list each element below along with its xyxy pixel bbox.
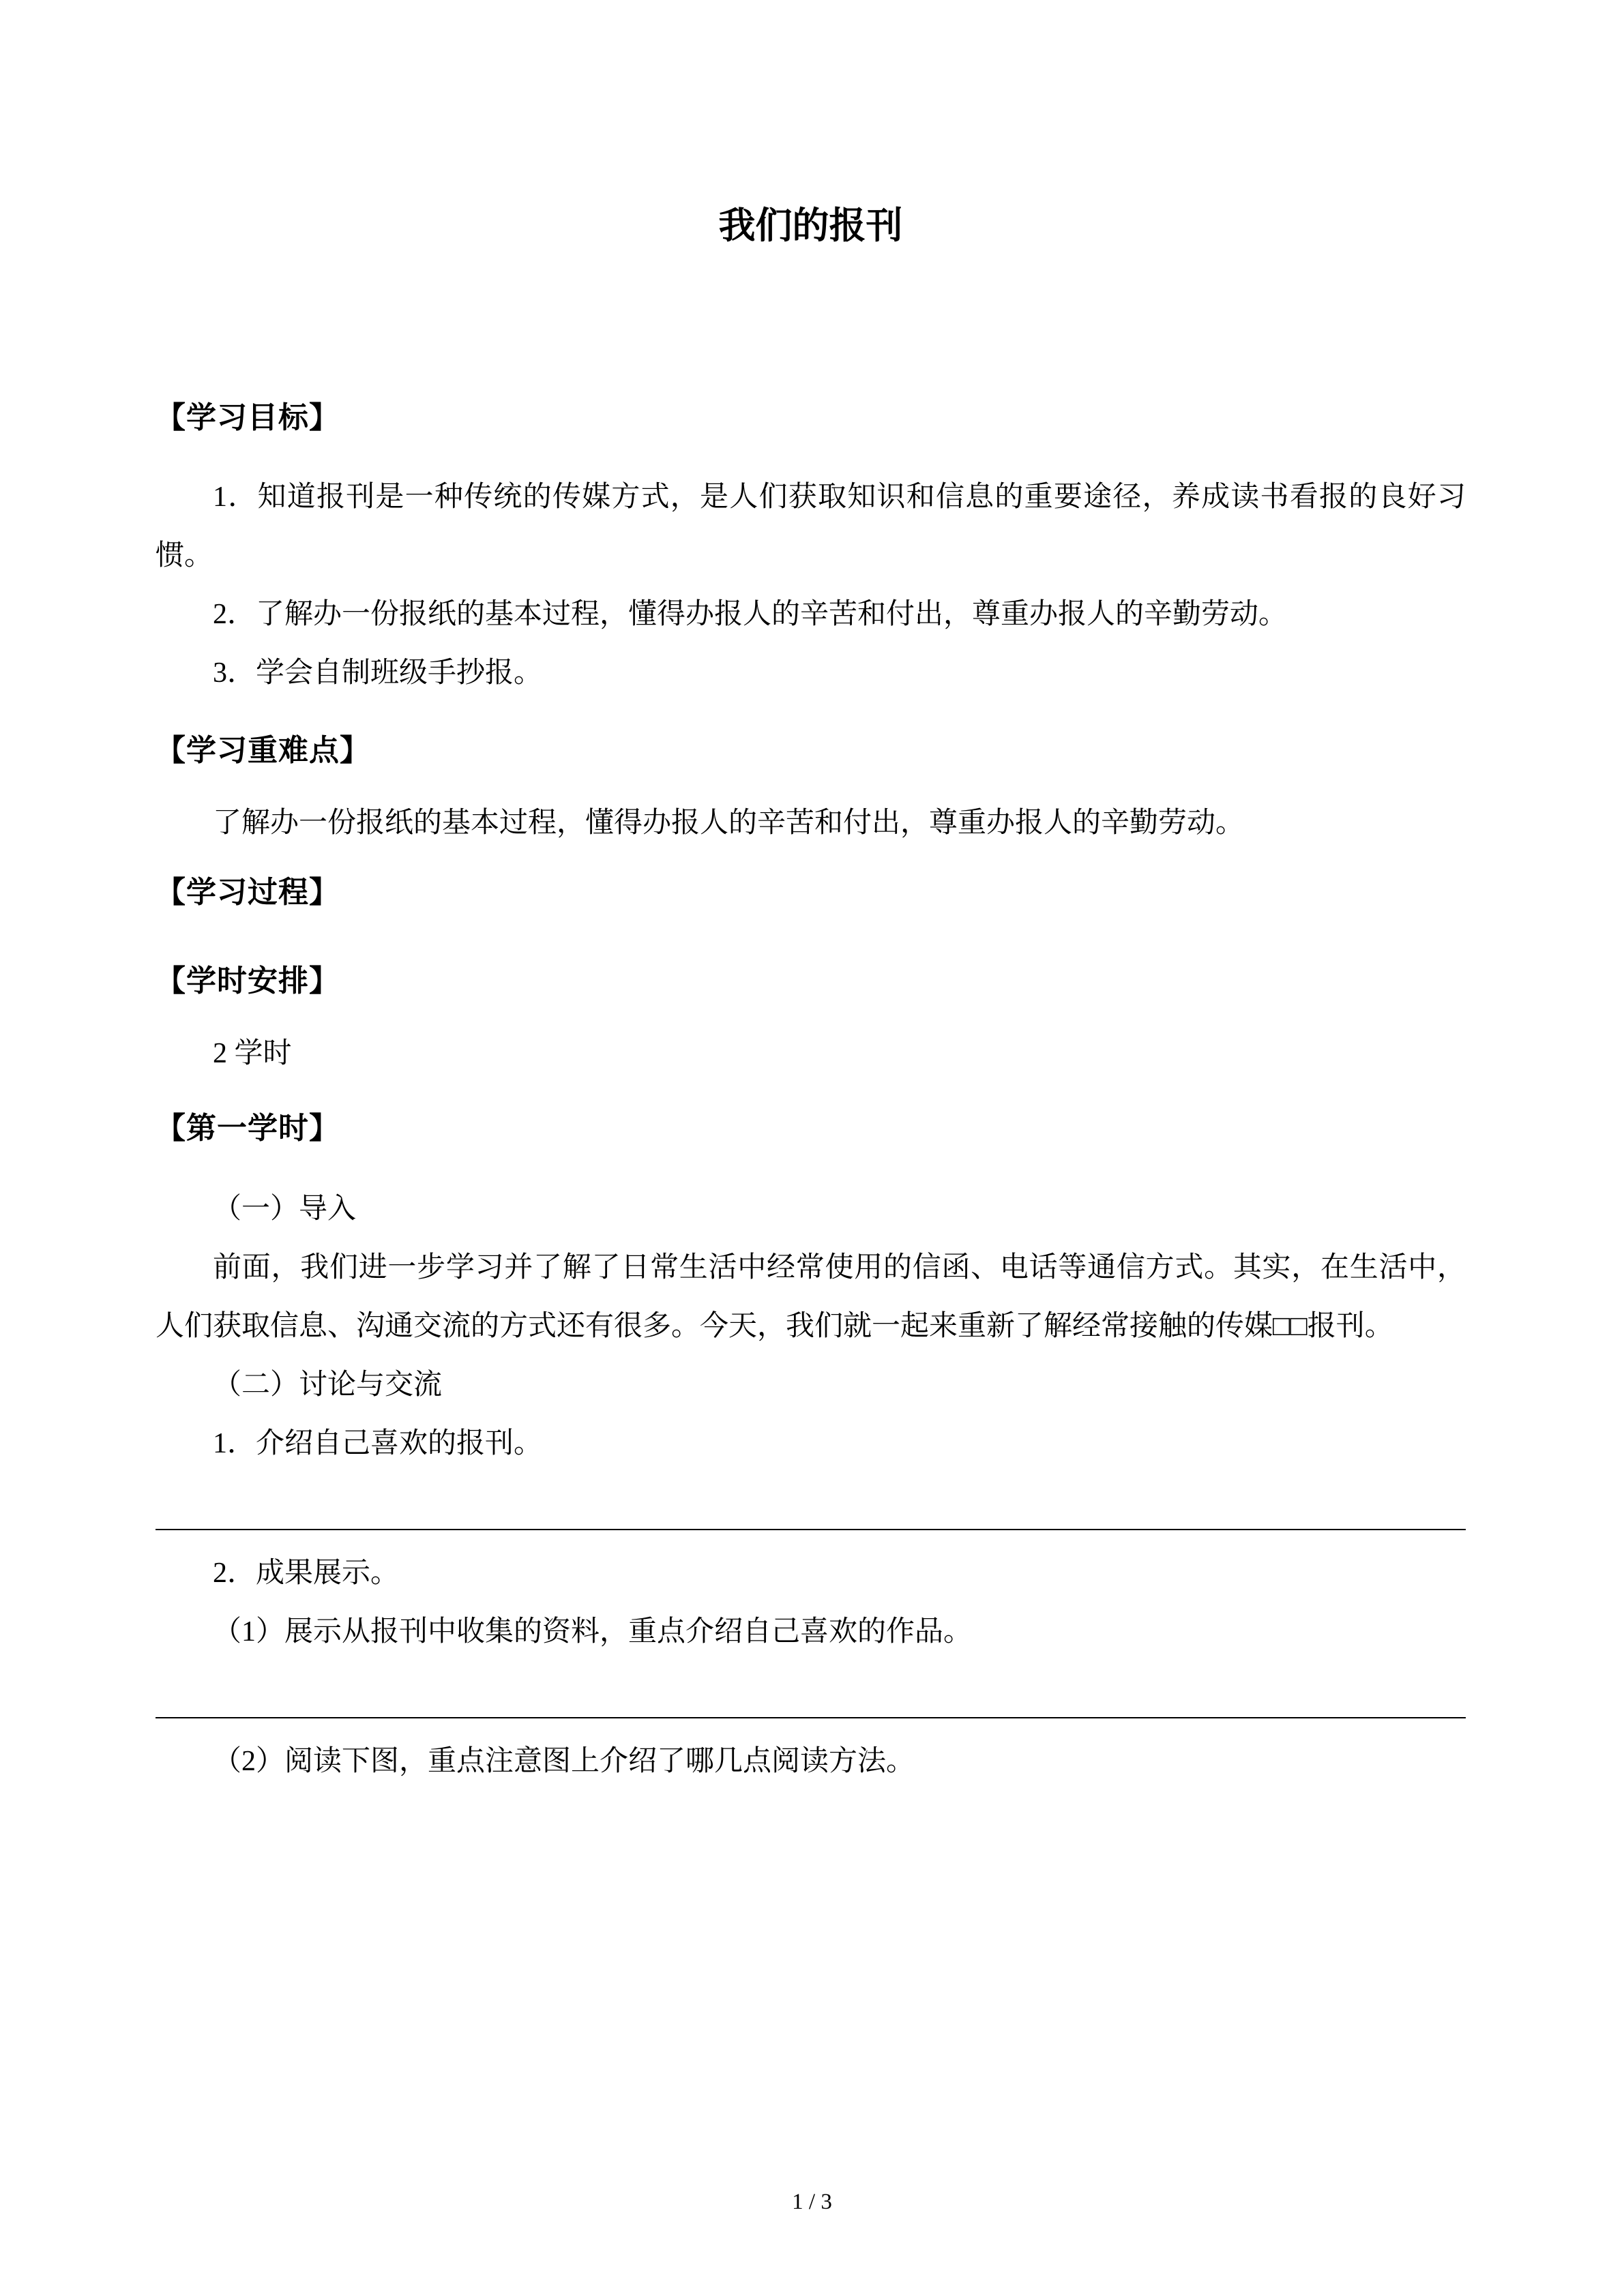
objective-item-1: 1．知道报刊是一种传统的传媒方式，是人们获取知识和信息的重要途径，养成读书看报的良好习惯。 xyxy=(156,481,1466,571)
discussion-item-2-sub-1: （1）展示从报刊中收集的资料，重点介绍自己喜欢的作品。 xyxy=(213,1616,973,1648)
heading-learning-objectives: 【学习目标】 xyxy=(156,401,340,434)
first-lesson-content xyxy=(156,1180,1466,1791)
objective-item-2: 2．了解办一份报纸的基本过程，懂得办报人的辛苦和付出，尊重办报人的辛勤劳动。 xyxy=(213,599,1288,630)
document-title: 我们的报刊 xyxy=(718,205,903,246)
discussion-label: （二）讨论与交流 xyxy=(213,1369,443,1401)
discussion-item-2: 2．成果展示。 xyxy=(213,1557,400,1589)
answer-line-2 xyxy=(156,1717,1466,1718)
answer-line-1 xyxy=(156,1529,1466,1530)
discussion-item-1: 1．介绍自己喜欢的报刊。 xyxy=(213,1428,543,1459)
objective-item-3: 3．学会自制班级手抄报。 xyxy=(213,657,543,689)
heading-learning-process: 【学习过程】 xyxy=(156,876,340,909)
heading-first-lesson: 【第一学时】 xyxy=(156,1112,340,1145)
page-number: 1 / 3 xyxy=(792,2190,832,2214)
schedule-text: 2 学时 xyxy=(213,1038,292,1069)
heading-key-points: 【学习重难点】 xyxy=(156,734,370,767)
intro-label: （一）导入 xyxy=(213,1193,357,1225)
heading-schedule: 【学时安排】 xyxy=(156,964,340,998)
discussion-item-2-sub-2: （2）阅读下图，重点注意图上介绍了哪几点阅读方法。 xyxy=(213,1746,915,1777)
intro-paragraph: 前面，我们进一步学习并了解了日常生活中经常使用的信函、电话等通信方式。其实，在生活中，人们获取信息、沟通交流的方式还有很多。今天，我们就一起来重新了解经常接触的传媒□□报刊。 xyxy=(156,1252,1466,1342)
key-points-text: 了解办一份报纸的基本过程，懂得办报人的辛苦和付出，尊重办报人的辛勤劳动。 xyxy=(213,807,1245,839)
